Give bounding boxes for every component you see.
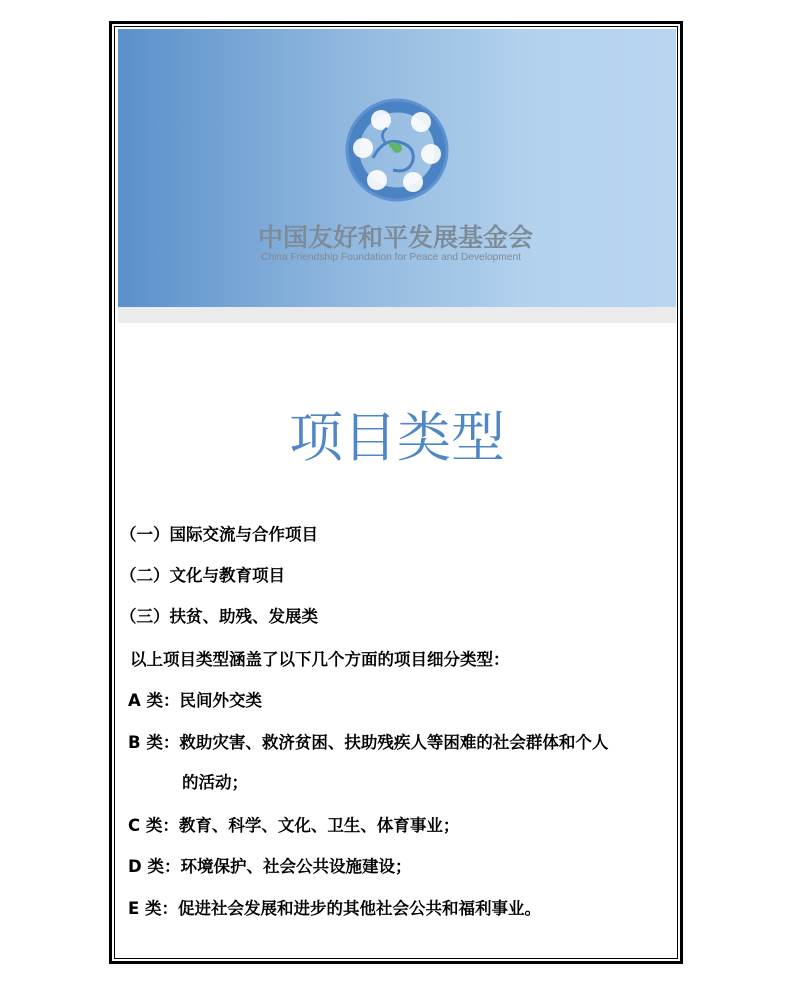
type-b: B 类：救助灾害、救济贫困、扶助残疾人等困难的社会群体和个人	[128, 733, 609, 752]
org-name-cn: 中国友好和平发展基金会	[258, 223, 534, 252]
banner-shadow	[118, 307, 676, 323]
org-name-en: China Friendship Foundation for Peace and Development	[261, 252, 521, 263]
type-a: A 类：民间外交类	[128, 691, 263, 710]
category-item-2: （二）文化与教育项目	[120, 566, 285, 585]
type-b-continued: 的活动；	[182, 773, 248, 792]
type-e: E 类：促进社会发展和进步的其他社会公共和福利事业。	[128, 899, 542, 918]
page-title: 项目类型	[289, 406, 505, 469]
type-c: C 类：教育、科学、文化、卫生、体育事业；	[128, 816, 460, 835]
type-d: D 类：环境保护、社会公共设施建设；	[128, 857, 412, 876]
category-item-1: （一）国际交流与合作项目	[120, 525, 318, 544]
cfpd-emblem-icon	[343, 98, 451, 202]
intro-text: 以上项目类型涵盖了以下几个方面的项目细分类型：	[130, 650, 510, 669]
category-item-3: （三）扶贫、助残、发展类	[120, 607, 318, 626]
